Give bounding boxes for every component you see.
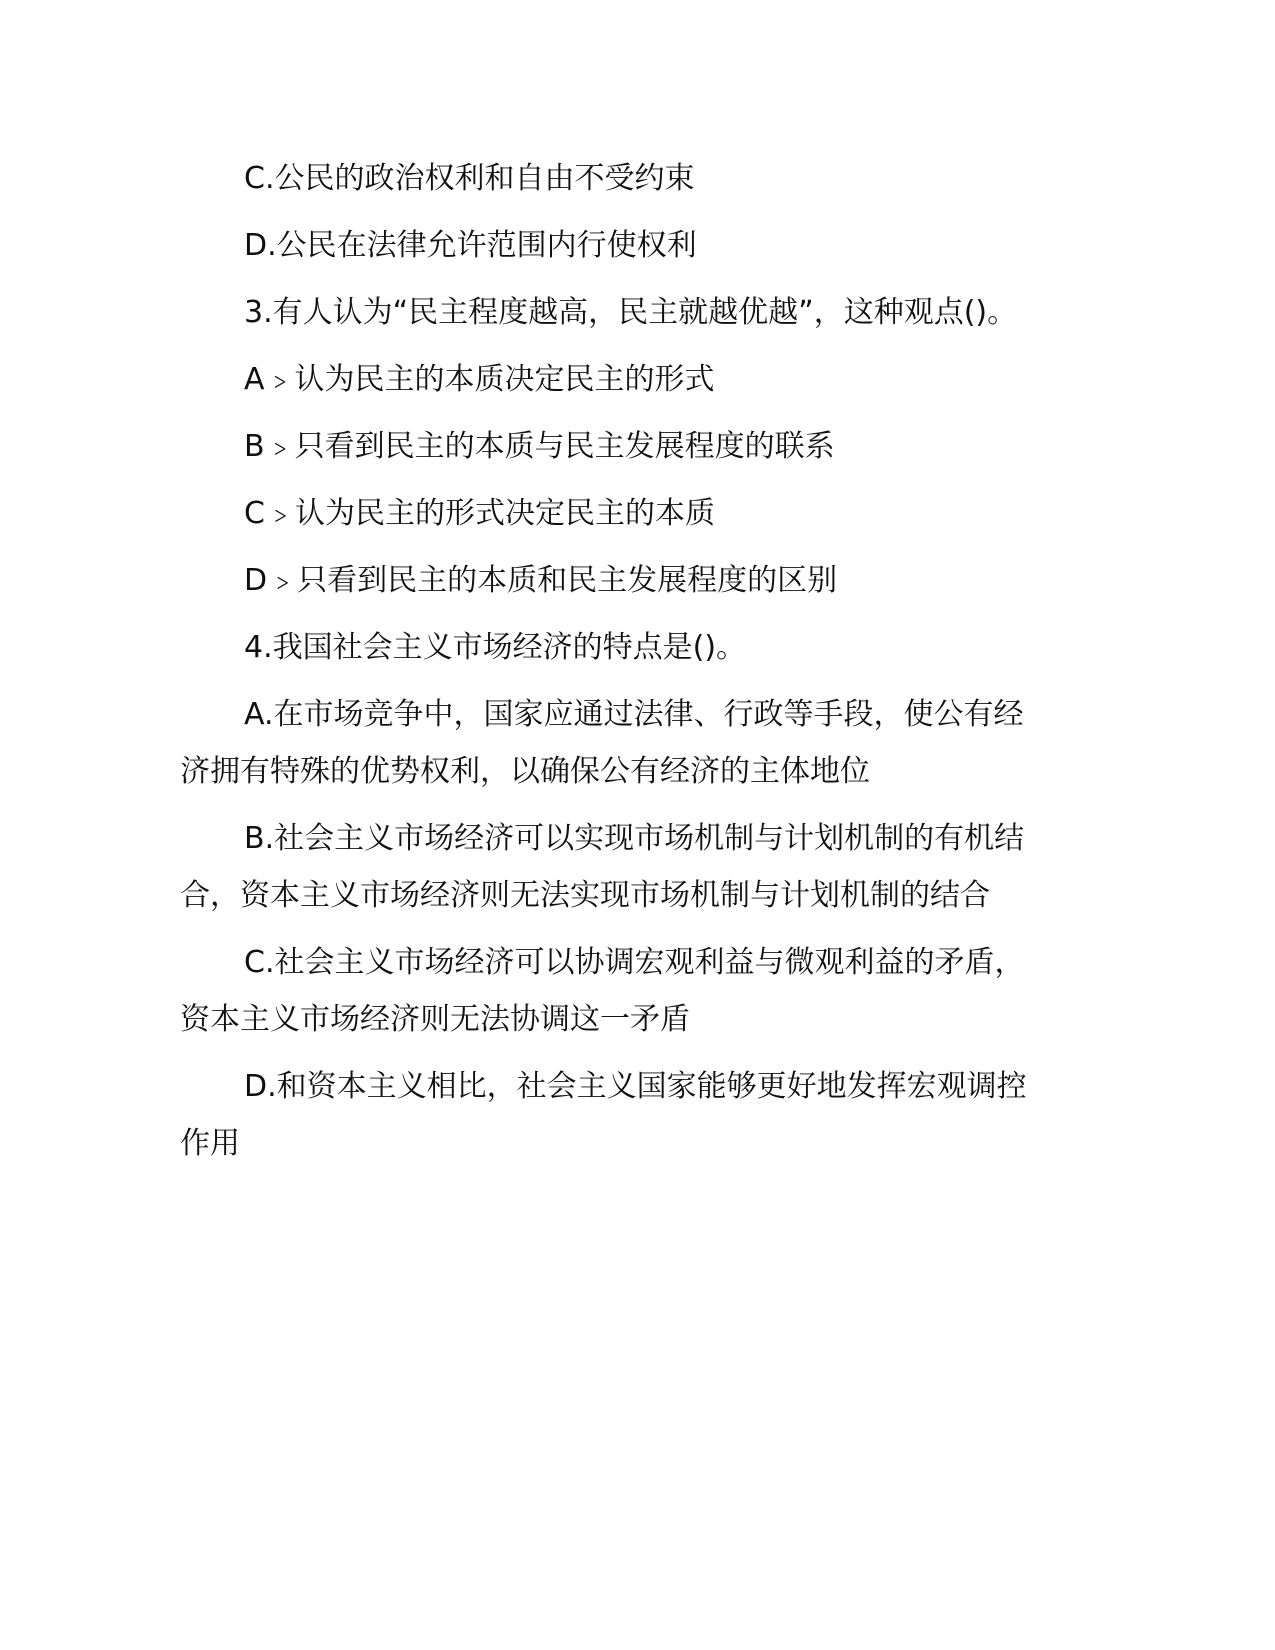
- option-a-q3: A﹥认为民主的本质决定民主的形式: [244, 362, 715, 397]
- option-c-q2: C.公民的政治权利和自由不受约束: [244, 161, 695, 196]
- option-d-q3: D﹥只看到民主的本质和民主发展程度的区别: [244, 563, 838, 598]
- option-c-q3: C﹥认为民主的形式决定民主的本质: [244, 496, 715, 531]
- question-4: 4.我国社会主义市场经济的特点是()。: [244, 630, 747, 665]
- option-d-q2: D.公民在法律允许范围内行使权利: [244, 228, 697, 263]
- option-c-q4: C.社会主义市场经济可以协调宏观利益与微观利益的矛盾，资本主义市场经济则无法协调这一矛盾: [180, 945, 1025, 1037]
- option-b-q3: B﹥只看到民主的本质与民主发展程度的联系: [244, 429, 835, 464]
- option-d-q4: D.和资本主义相比，社会主义国家能够更好地发挥宏观调控作用: [180, 1069, 1027, 1161]
- document-body: [180, 150, 1038, 1172]
- question-3: 3.有人认为“民主程度越高，民主就越优越”，这种观点()。: [244, 295, 1018, 330]
- option-a-q4: A.在市场竞争中，国家应通过法律、行政等手段，使公有经济拥有特殊的优势权利，以确保公有经济的主体地位: [180, 697, 1024, 789]
- option-b-q4: B.社会主义市场经济可以实现市场机制与计划机制的有机结合，资本主义市场经济则无法实现市场机制与计划机制的结合: [180, 821, 1025, 913]
